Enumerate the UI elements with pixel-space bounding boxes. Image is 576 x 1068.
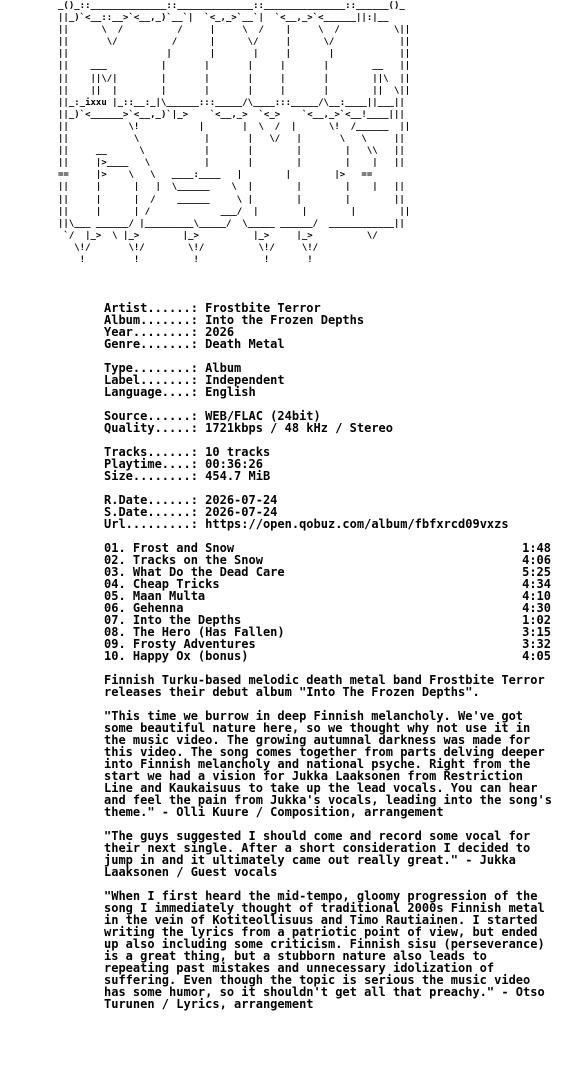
quote-jukka-laaksonen: "The guys suggested I should come and record some vocal for their next single. After a short consideration I decided to jump in and it ultimately came out really great." - Jukka Laaksonen / Guest vocals [104,829,531,879]
track-title: 06. Gehenna [104,601,184,615]
artist-value: Frostbite Terror [205,301,321,315]
type-value: Album [205,361,242,375]
size-label: Size........: [104,469,198,483]
track-row [104,650,551,662]
track-title: 02. Tracks on the Snow [104,553,263,567]
track-length: 4:30 [522,601,551,615]
url-value[interactable]: https://open.qobuz.com/album/fbfxrcd09vxzs [205,517,509,531]
tracklist [104,542,556,662]
genre-value: Death Metal [205,337,285,351]
track-title: 10. Happy Ox (bonus) [104,649,249,663]
album-label: Album.......: [104,313,198,327]
track-title: 03. What Do the Dead Care [104,565,285,579]
track-title: 04. Cheap Tricks [104,577,220,591]
track-title: 07. Into the Depths [104,613,242,627]
rdate-label: R.Date......: [104,493,198,507]
year-label: Year........: [104,325,198,339]
track-title: 08. The Hero (Has Fallen) [104,625,285,639]
track-title: 09. Frosty Adventures [104,637,256,651]
ascii-logo: _()_::______________::______________::_______________::______()_ ||_)`<__::__>`<__,_)`__`| `<_,_>`__`| `<__,_>`<______||:|__ || \ / / | \ / | \ / \|| || \/ / | \/ | \/ || || | | | | | || || ___ | | | | | __ || || ||\/| | | | | | ||\ || || || | | | | | | || \|| ||_:_ixxu |_::__:_|\______:::_____/\____:::_____/\__:____||___|| ||_)`<______>`<__,_)`|_> `<__,_> `<_> `<__,_>`<__!____||| || \! | | \ / | \! /______ || || \ | | \/ | \ \ || || __ \ | | | | \\ || || |>____ \ | | | | | || == |> \ \ ____:____ | | |> == || | | | \______ \ | | | | || || | | / ______ \ | | | || || | | / ___/ | | | || ||\___ ______/ |_________\_____/ \_____ ______/ ____________|| `/ |_> \ |_> |_> |_> |_> \/ \!/ \!/ \!/ \!/ \!/ ! ! ! ! ! [58,1,411,265]
track-length: 4:34 [522,577,551,591]
track-length: 5:25 [522,565,551,579]
release-info [0,302,556,1010]
quality-value: 1721kbps / 48 kHz / Stereo [205,421,393,435]
track-length: 1:48 [522,541,551,555]
year-value: 2026 [205,325,235,339]
playtime-label: Playtime....: [104,457,198,471]
quote-olli-kuure: "This time we burrow in deep Finnish melancholy. We've got some beautiful nature here, so we thought why not use it in the music video. The growing autumnal darkness was made for this video. The song comes together from parts delving deeper into Finnish melancholy and national psyche. Right from the start we had a vision for Jukka Laaksonen from Restriction Line and Kaukaisuus to take up the lead vocals. You can hear and feel the pain from Jukka's vocals, leading into the song's theme." - Olli Kuure / Composition, arrangement [104,709,552,819]
quality-label: Quality.....: [104,421,198,435]
source-label: Source......: [104,409,198,423]
url-row [104,518,556,530]
size-value: 454.7 MiB [205,469,271,483]
language-label: Language....: [104,385,198,399]
size-row [104,470,556,482]
label-label: Label.......: [104,373,198,387]
track-length: 3:15 [522,625,551,639]
url-label: Url.........: [104,517,198,531]
language-row [104,386,556,398]
sdate-label: S.Date......: [104,505,198,519]
track-length: 1:02 [522,613,551,627]
track-title: 05. Maan Multa [104,589,206,603]
rdate-value: 2026-07-24 [205,493,278,507]
quality-row [104,422,556,434]
label-value: Independent [205,373,285,387]
tracks-label: Tracks......: [104,445,198,459]
language-value: English [205,385,256,399]
playtime-value: 00:36:26 [205,457,263,471]
artist-label: Artist......: [104,301,198,315]
genre-label: Genre.......: [104,337,198,351]
album-value: Into the Frozen Depths [205,313,365,327]
genre-row [104,338,556,350]
tracks-value: 10 tracks [205,445,271,459]
sdate-value: 2026-07-24 [205,505,278,519]
track-length: 4:10 [522,589,551,603]
source-value: WEB/FLAC (24bit) [205,409,321,423]
quote-otso-turunen: "When I first heard the mid-tempo, gloomy progression of the song I immediately thought of traditional 2000s Finnish metal in the vein of Kotiteollisuus and Timo Rautiainen. I started writing the lyrics from a patriotic point of view, but ended up also including some criticism. Finnish sisu (perseverance) is a great thing, but a stubborn nature also leads to repeating past mistakes and unnecessary idolization of suffering. Even though the topic is serious the music video has some humor, so it shouldn't get all that preachy." - Otso Turunen / Lyrics, arrangement [104,889,545,1011]
description-intro: Finnish Turku-based melodic death metal band Frostbite Terror releases their debut album "Into The Frozen Depths". [104,673,545,699]
track-title: 01. Frost and Snow [104,541,235,555]
track-length: 3:32 [522,637,551,651]
track-length: 4:06 [522,553,551,567]
track-length: 4:05 [522,649,551,663]
type-label: Type........: [104,361,198,375]
